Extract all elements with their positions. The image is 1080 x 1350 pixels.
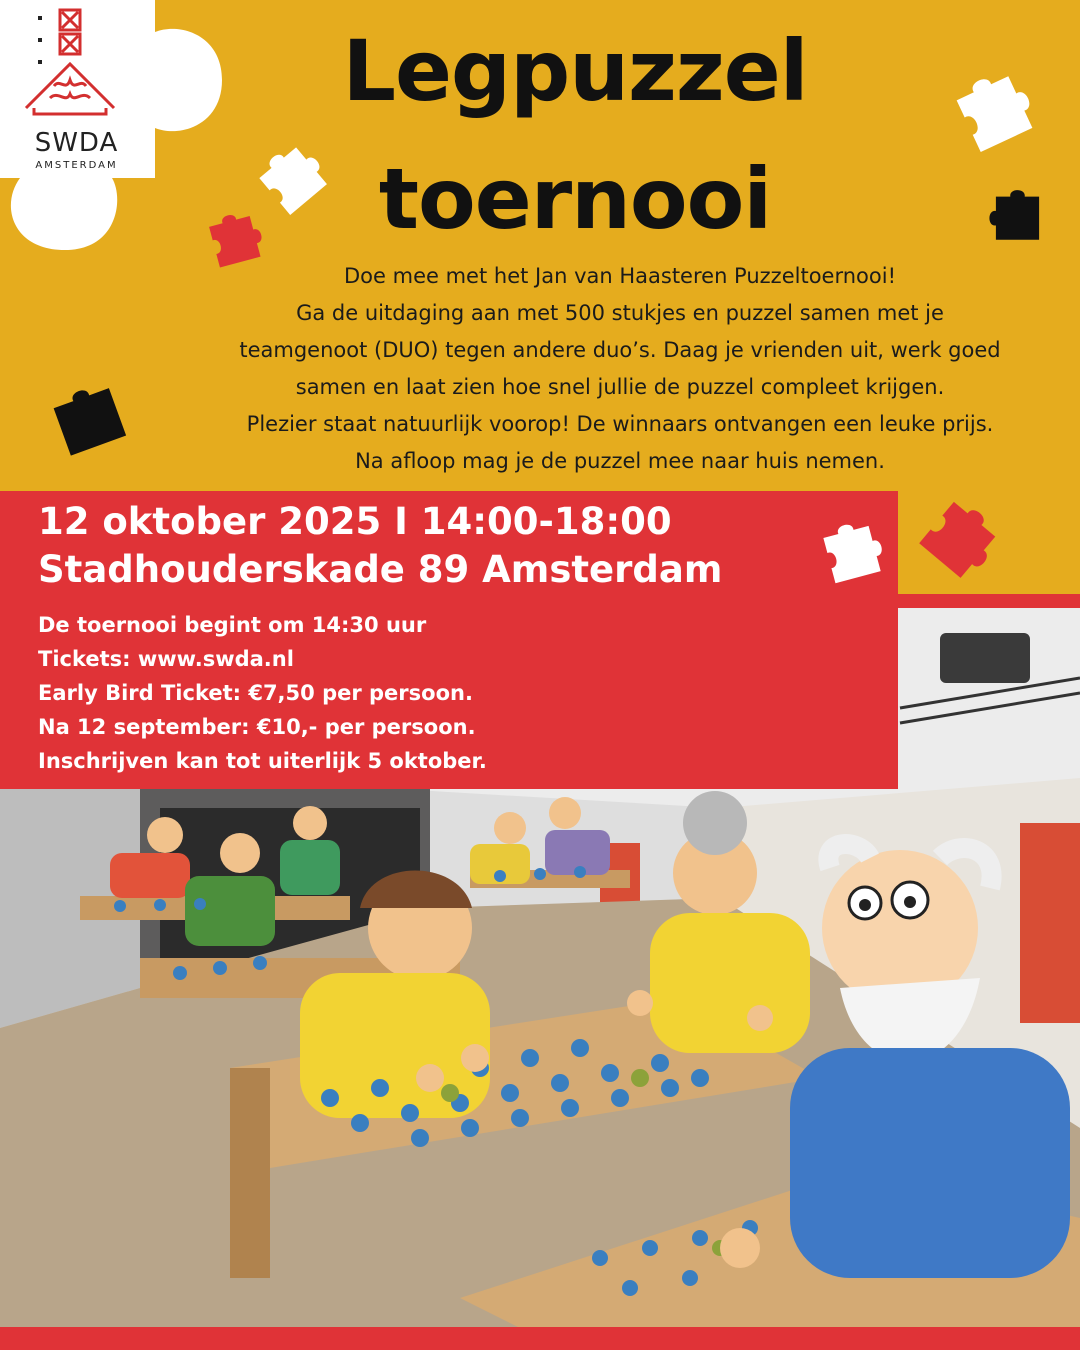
event-detail-line: Inschrijven kan tot uiterlijk 5 oktober.	[38, 749, 487, 773]
puzzle-piece-icon	[980, 175, 1055, 247]
puzzle-piece-icon	[918, 488, 1008, 578]
intro-line: Ga de uitdaging aan met 500 stukjes en puzzel samen met je	[296, 301, 944, 325]
event-date-time: 12 oktober 2025 I 14:00-18:00	[38, 500, 672, 543]
logo-crosses-icon	[14, 8, 139, 128]
intro-line: Na afloop mag je de puzzel mee naar huis nemen.	[355, 449, 885, 473]
title-line-2: toernooi	[378, 150, 772, 248]
event-detail-line: De toernooi begint om 14:30 uur	[38, 613, 427, 637]
logo-city: AMSTERDAM	[35, 160, 118, 171]
puzzle-piece-icon	[44, 372, 130, 456]
event-location: Stadhouderskade 89 Amsterdam	[38, 548, 723, 591]
event-detail-line: Early Bird Ticket: €7,50 per persoon.	[38, 681, 473, 705]
event-details	[38, 608, 487, 778]
intro-line: Doe mee met het Jan van Haasteren Puzzeltoernooi!	[344, 264, 896, 288]
intro-text	[170, 258, 1070, 480]
intro-line: samen en laat zien hoe snel jullie de puzzel compleet krijgen.	[295, 375, 945, 399]
red-divider	[898, 594, 1080, 608]
tickets-link[interactable]: Tickets: www.swda.nl	[38, 647, 294, 671]
logo-name: SWDA	[34, 128, 119, 158]
puzzle-piece-icon	[810, 508, 890, 586]
intro-line: Plezier staat natuurlijk voorop! De winnaars ontvangen een leuke prijs.	[246, 412, 994, 436]
puzzle-piece-icon	[938, 58, 1043, 153]
event-detail-line: Na 12 september: €10,- per persoon.	[38, 715, 476, 739]
title-line-1: Legpuzzel	[342, 22, 808, 120]
intro-line: teamgenoot (DUO) tegen andere duo’s. Daag je vrienden uit, werk goed	[239, 338, 1001, 362]
swda-logo[interactable]	[14, 8, 139, 171]
bottom-bar	[0, 1327, 1080, 1350]
